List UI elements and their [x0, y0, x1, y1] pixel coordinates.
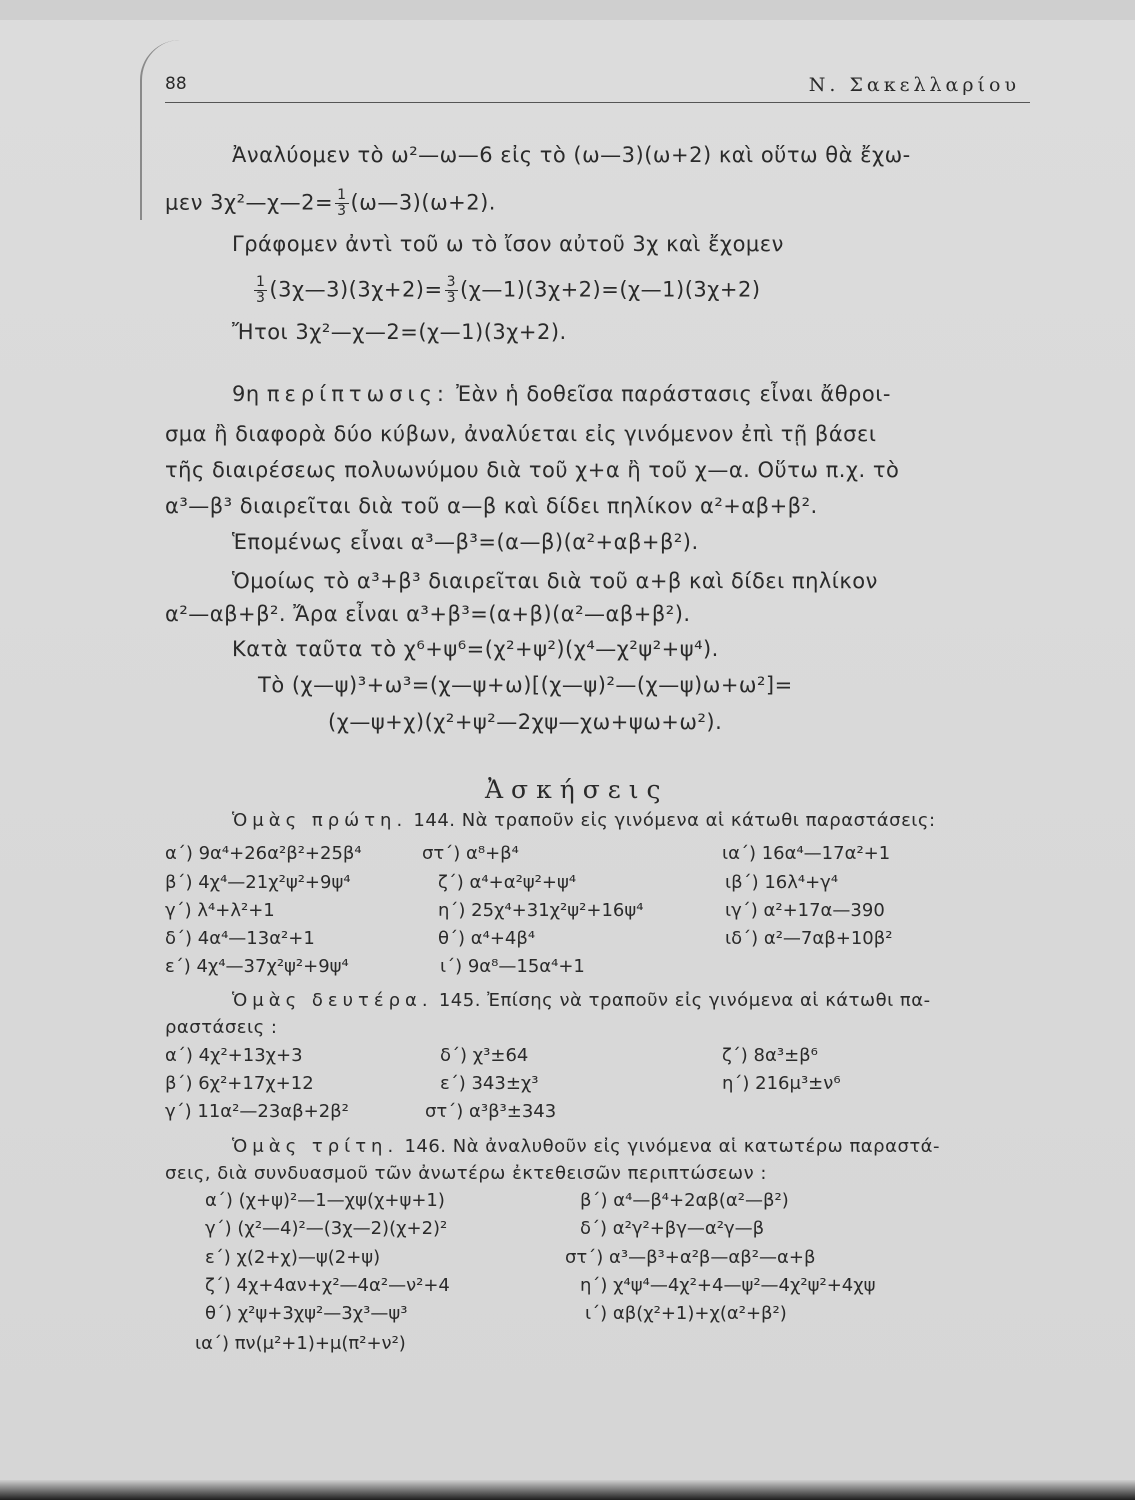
- group-1-heading: [232, 810, 936, 831]
- body-line-4: [252, 275, 761, 306]
- case-label: περίπτωσις:: [266, 382, 449, 406]
- body-line-6: [232, 382, 891, 406]
- body-line-13: Κατὰ ταῦτα τὸ χ⁶+ψ⁶=(χ²+ψ²)(χ⁴—χ²ψ²+ψ⁴).: [232, 637, 719, 661]
- ex144-a: α΄) 9α⁴+26α²β²+25β⁴: [165, 843, 362, 864]
- body-line-14: Τὸ (χ—ψ)³+ω³=(χ—ψ+ω)[(χ—ψ)²—(χ—ψ)ω+ω²]=: [258, 673, 793, 697]
- ex146-b: β΄) α⁴—β⁴+2αβ(α²—β²): [580, 1190, 789, 1211]
- ex145-e: ε΄) 343±χ³: [440, 1073, 539, 1094]
- group-2-heading: [232, 990, 931, 1011]
- ex145-z: ζ΄) 8α³±β⁶: [722, 1045, 818, 1066]
- ex145-st: στ΄) α³β³±343: [425, 1101, 557, 1122]
- ex146-e: ε΄) χ(2+χ)—ψ(2+ψ): [205, 1247, 381, 1268]
- body-line-10: Ἑπομένως εἶναι α³—β³=(α—β)(α²+αβ+β²).: [232, 530, 699, 554]
- ex144-b: β΄) 4χ⁴—21χ²ψ²+9ψ⁴: [165, 872, 351, 893]
- ex146-th: θ΄) χ²ψ+3χψ²—3χ³—ψ³: [205, 1303, 408, 1324]
- page-header: [165, 72, 1030, 103]
- ex144-h: η΄) 25χ⁴+31χ²ψ²+16ψ⁴: [438, 900, 644, 921]
- group-2-text: 145. Ἐπίσης νὰ τραποῦν εἰς γινόμενα αἱ κάτωθι πα-: [438, 990, 931, 1011]
- group-3-text-2: σεις, διὰ συνδυασμοῦ τῶν ἀνωτέρω ἐκτεθεισῶν περιπτώσεων :: [165, 1163, 767, 1184]
- fraction: $\frac{1}{3}$: [256, 274, 266, 306]
- body-line-2: [165, 188, 496, 219]
- scan-top-edge: [0, 0, 1135, 20]
- ex146-ia: ια΄) πν(μ²+1)+μ(π²+ν²): [195, 1333, 406, 1354]
- ex146-z: ζ΄) 4χ+4αν+χ²—4α²—ν²+4: [205, 1275, 450, 1296]
- body-line-12: α²—αβ+β². Ἄρα εἶναι α³+β³=(α+β)(α²—αβ+β²).: [165, 602, 691, 626]
- body-line-4-b: (χ—1)(3χ+2)=(χ—1)(3χ+2): [460, 277, 761, 302]
- ex144-d: δ΄) 4α⁴—13α²+1: [165, 928, 315, 949]
- ex145-b: β΄) 6χ²+17χ+12: [165, 1073, 314, 1094]
- ex144-ib: ιβ΄) 16λ⁴+γ⁴: [725, 872, 839, 893]
- body-line-4-a: (3χ—3)(3χ+2)=: [269, 277, 443, 302]
- group-1-text: 144. Νὰ τραποῦν εἰς γινόμενα αἱ κάτωθι παραστάσεις:: [413, 810, 936, 831]
- group-2-text-2: ραστάσεις :: [165, 1017, 278, 1038]
- group-3-label: Ὁμὰς τρίτη.: [232, 1136, 399, 1157]
- ex146-g: γ΄) (χ²—4)²—(3χ—2)(χ+2)²: [205, 1218, 448, 1239]
- case-number: 9η: [232, 382, 260, 406]
- ex144-id: ιδ΄) α²—7αβ+10β²: [725, 928, 893, 949]
- group-1-label: Ὁμὰς πρώτη.: [232, 810, 408, 831]
- ex146-i: ι΄) αβ(χ²+1)+χ(α²+β²): [585, 1303, 787, 1324]
- body-line-5: Ἤτοι 3χ²—χ—2=(χ—1)(3χ+2).: [232, 320, 567, 344]
- ex144-st: στ΄) α⁸+β⁴: [422, 843, 519, 864]
- running-head: Ν. Σακελλαρίου: [808, 74, 1020, 96]
- body-line-2-b: (ω—3)(ω+2).: [350, 190, 496, 215]
- body-line-2-a: μεν 3χ²—χ—2=: [165, 190, 334, 215]
- ex144-ia: ια΄) 16α⁴—17α²+1: [722, 843, 891, 864]
- ex146-st: στ΄) α³—β³+α²β—αβ²—α+β: [565, 1247, 816, 1268]
- ex146-d: δ΄) α²γ²+βγ—α²γ—β: [580, 1218, 765, 1239]
- ex144-e: ε΄) 4χ⁴—37χ²ψ²+9ψ⁴: [165, 956, 349, 977]
- body-line-8: τῆς διαιρέσεως πολυωνύμου διὰ τοῦ χ+α ἢ τοῦ χ—α. Οὕτω π.χ. τὸ: [165, 458, 900, 482]
- body-line-11: Ὁμοίως τὸ α³+β³ διαιρεῖται διὰ τοῦ α+β καὶ δίδει πηλίκον: [232, 569, 878, 593]
- group-3-heading: [232, 1136, 940, 1157]
- body-line-9: α³—β³ διαιρεῖται διὰ τοῦ α—β καὶ δίδει πηλίκον α²+αβ+β².: [165, 494, 818, 518]
- fraction: $\frac{1}{3}$: [337, 187, 347, 219]
- ex144-i: ι΄) 9α⁸—15α⁴+1: [440, 956, 585, 977]
- scan-bottom-edge: [0, 1480, 1135, 1500]
- ex144-g: γ΄) λ⁴+λ²+1: [165, 900, 275, 921]
- group-2-label: Ὁμὰς δευτέρα.: [232, 990, 433, 1011]
- page-number: 88: [165, 74, 187, 94]
- ex145-a: α΄) 4χ²+13χ+3: [165, 1045, 303, 1066]
- fraction: $\frac{3}{3}$: [446, 274, 457, 306]
- ex145-d: δ΄) χ³±64: [440, 1045, 529, 1066]
- body-line-7: σμα ἢ διαφορὰ δύο κύβων, ἀναλύεται εἰς γινόμενον ἐπὶ τῇ βάσει: [165, 422, 877, 446]
- body-line-3: Γράφομεν ἀντὶ τοῦ ω τὸ ἴσον αὐτοῦ 3χ καὶ ἔχομεν: [232, 232, 784, 256]
- body-line-15: (χ—ψ+χ)(χ²+ψ²—2χψ—χω+ψω+ω²).: [328, 710, 723, 734]
- section-title: Ἀσκήσεις: [485, 775, 669, 804]
- group-3-text: 146. Νὰ ἀναλυθοῦν εἰς γινόμενα αἱ κατωτέρω παραστά-: [404, 1136, 941, 1157]
- ex146-a: α΄) (χ+ψ)²—1—χψ(χ+ψ+1): [205, 1190, 445, 1211]
- case-text: Ἐὰν ἡ δοθεῖσα παράστασις εἶναι ἄθροι-: [456, 382, 891, 406]
- ex144-th: θ΄) α⁴+4β⁴: [438, 928, 536, 949]
- ex145-g: γ΄) 11α²—23αβ+2β²: [165, 1101, 349, 1122]
- ex146-h: η΄) χ⁴ψ⁴—4χ²+4—ψ²—4χ²ψ²+4χψ: [580, 1275, 876, 1296]
- ex144-z: ζ΄) α⁴+α²ψ²+ψ⁴: [438, 872, 577, 893]
- body-line-1: Ἀναλύομεν τὸ ω²—ω—6 εἰς τὸ (ω—3)(ω+2) καὶ οὕτω θὰ ἔχω-: [232, 143, 911, 167]
- ex145-h: η΄) 216μ³±ν⁶: [722, 1073, 841, 1094]
- ex144-ig: ιγ΄) α²+17α—390: [725, 900, 885, 921]
